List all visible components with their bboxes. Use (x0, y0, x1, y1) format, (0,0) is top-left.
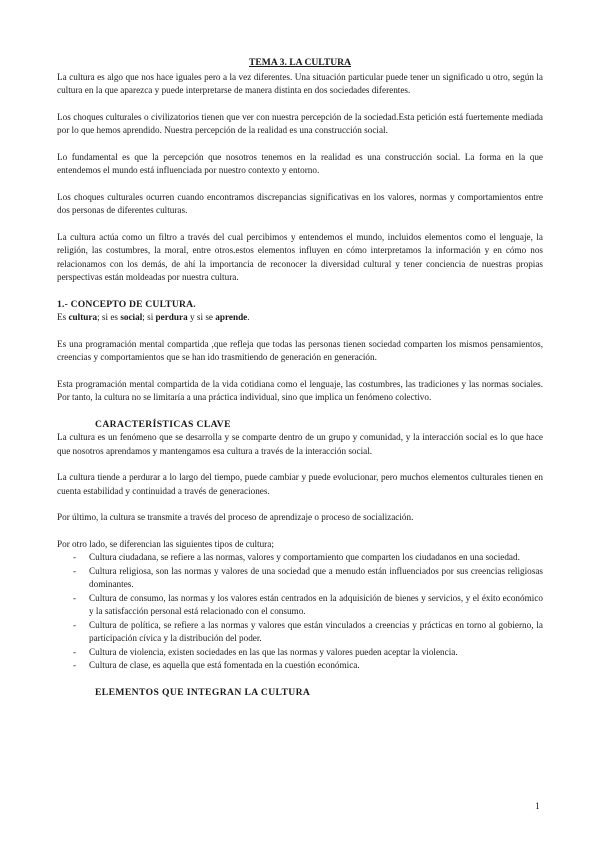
list-item-text: Cultura de política, se refiere a las normas y valores que están vinculados a creencias y prácticas en torno al gobierno, la participación cívica y la distribución del poder. (89, 619, 543, 643)
def-bold-social: social (120, 312, 143, 322)
def-text-2: ; si es (97, 312, 121, 322)
def-bold-cultura: cultura (68, 312, 98, 322)
list-item-text: Cultura ciudadana, se refiere a las normas, valores y comportamiento que comparten los ciudadanos en una sociedad. (89, 552, 520, 562)
list-item-text: Cultura de violencia, existen sociedades en las que las normas y valores pueden aceptar la violencia. (89, 646, 458, 657)
document-page (57, 56, 543, 699)
bullet-dash: - (73, 619, 77, 630)
def-bold-aprende: aprende (215, 312, 248, 322)
list-item (57, 619, 543, 646)
document-title: TEMA 3. LA CULTURA (249, 57, 351, 68)
def-text-1: Es (57, 312, 69, 322)
intro-paragraph-5: La cultura actúa como un filtro a través del cual percibimos y entendemos el mundo, incluidos elementos como el lenguaje, la religión, las costumbres, la moral, entre otros.estos elementos influyen en cómo interpretamos la información y en cómo nos relacionamos con los demás, de ahí la importancia de reconocer la diversidad cultural y tener conciencia de nuestras propias perspectivas están moldeadas por nuestra cultura. (57, 231, 543, 282)
list-item (57, 659, 543, 673)
list-item (57, 565, 543, 592)
concept-paragraph-1: Es una programación mental compartida ,que refleja que todas las personas tienen sociedad comparten los mismos pensamientos, creencias y comportamientos que se han ido trasmitiendo de generación en generación. (57, 338, 543, 362)
list-item-text: Cultura de clase, es aquella que está fomentada en la cuestión económica. (89, 660, 360, 670)
page-number: 1 (535, 801, 540, 812)
concept-paragraph-2: Esta programación mental compartida de la vida cotidiana como el lenguaje, las costumbres, las tradiciones y las normas sociales. Por tanto, la cultura no se limitaría a una práctica individual, sino que implica un fenómeno colectivo. (57, 378, 543, 402)
characteristics-heading: CARACTERÍSTICAS CLAVE (95, 418, 231, 430)
list-item (57, 551, 543, 565)
culture-types-list (57, 551, 543, 673)
intro-paragraph-4: Los choques culturales ocurren cuando encontramos discrepancias significativas en los valores, normas y comportamientos entre dos personas de diferentes culturas. (57, 191, 543, 215)
characteristics-paragraph-3: Por último, la cultura se transmite a través del proceso de aprendizaje o proceso de socialización. (57, 512, 414, 522)
list-item-text: Cultura religiosa, son las normas y valores de una sociedad que a menudo están influenciados por sus creencias religiosas dominantes. (89, 565, 543, 589)
def-text-4: y si se (187, 312, 216, 322)
bullet-dash: - (73, 552, 77, 562)
def-bold-perdura: perdura (155, 312, 188, 322)
def-text-5: . (247, 312, 250, 322)
culture-definition (57, 311, 543, 325)
bullet-dash: - (73, 565, 77, 576)
culture-types-intro: Por otro lado, se diferencian las siguientes tipos de cultura; (57, 538, 274, 549)
list-item-text: Cultura de consumo, las normas y los valores están centrados en la adquisición de bienes y servicios, y el éxito económico y la satisfacción personal está relacionado con el consumo. (89, 592, 543, 616)
bullet-dash: - (73, 660, 77, 670)
bullet-dash: - (73, 592, 77, 603)
section-heading-concepto: 1.- CONCEPTO DE CULTURA. (57, 298, 196, 310)
characteristics-paragraph-2: La cultura tiende a perdurar a lo largo del tiempo, puede cambiar y puede evolucionar, pero muchos elementos culturales tienen en cuenta estabilidad y continuidad a través de generaciones. (57, 472, 543, 496)
def-text-3: ; si (142, 312, 156, 322)
characteristics-paragraph-1: La cultura es un fenómeno que se desarrolla y se comparte dentro de un grupo y comunidad, y la interacción social es lo que hace que nosotros aprendamos y mantengamos esa cultura a través de la interacción social. (57, 432, 543, 456)
intro-paragraph-2: Los choques culturales o civilizatorios tienen que ver con nuestra percepción de la sociedad.Esta petición está fuertemente mediada por lo que hemos aprendido. Nuestra percepción de la realidad es una construcción social. (57, 111, 543, 135)
list-item (57, 592, 543, 619)
intro-paragraph-1: La cultura es algo que nos hace iguales pero a la vez diferentes. Una situación particular puede tener un significado u otro, según la cultura en la que aparezca y puede interpretarse de manera distinta en dos sociedades diferentes. (57, 71, 543, 95)
bullet-dash: - (73, 646, 77, 657)
section-heading-elementos: ELEMENTOS QUE INTEGRAN LA CULTURA (95, 686, 311, 698)
intro-paragraph-3: Lo fundamental es que la percepción que nosotros tenemos en la realidad es una construcción social. La forma en la que entendemos el mundo está influenciada por nuestro contexto y entorno. (57, 151, 543, 175)
list-item (57, 646, 543, 660)
